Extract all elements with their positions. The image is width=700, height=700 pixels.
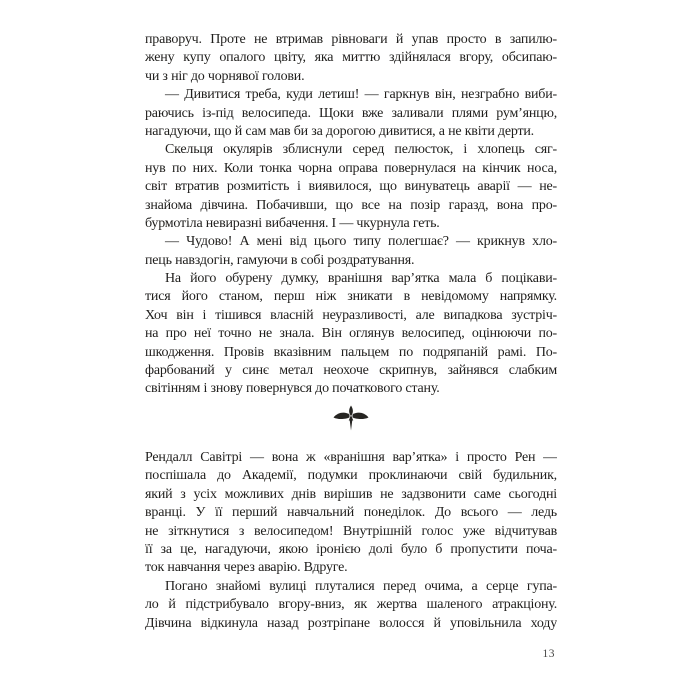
text-line: — Чудово! А мені від цього типу полегшає? — крикнув хло- [165,234,557,250]
page-number: 13 [542,648,555,660]
text-line: фарбований у синє метал неохоче скрипнув, зайнявся слабким [145,363,557,379]
text-line: світ втратив розмитість і виявилося, що винуватець аварії — не- [145,179,557,195]
text-line: вранці. У її перший навчальний понеділок. До всього — ледь [145,505,557,521]
text-line: нагадуючи, що й сам мав би за дорогою дивитися, а не квіти дерти. [145,123,534,139]
text-line: поспішала до Академії, подумки проклинаючи свій будильник, [145,468,557,484]
fleuron-ornament [333,405,369,431]
text-line: пець навздогін, гамуючи в собі роздратування. [145,252,415,268]
text-block-bottom [145,449,557,633]
text-line: — Дивитися треба, куди летиш! — гаркнув він, незграбно виби- [165,87,557,103]
text-line: бурмотіла невиразні вибачення. І — чкурнула геть. [145,215,440,231]
text-line: На його обурену думку, вранішня вар’ятка мала б поцікави- [165,271,557,287]
text-line: раючись із-під велосипеда. Щоки вже заливали плями рум’янцю, [145,105,557,121]
text-line: нув по них. Коли тонка чорна оправа повернулася на кінчик носа, [145,160,557,176]
text-line: Рендалл Савітрі — вона ж «вранішня вар’ятка» і просто Рен — [145,450,557,465]
text-line: ток навчання через аварію. Вдруге. [145,560,348,576]
text-line: тися його станом, перш ніж зникати в невідомому напрямку. [145,289,557,305]
text-line: Дівчина відкинула назад розтріпане волосся й уповільнила ходу [145,615,557,631]
text-line: на про неї точно не знала. Він оглянув велосипед, оцінюючи по- [145,326,557,342]
text-block-top [145,31,557,399]
text-line: який з усіх можливих днів вирішив не задзвонити саме сьогодні [145,486,557,502]
section-divider [145,405,557,435]
text-line: світінням і знову повернувся до початкового стану. [145,381,440,397]
text-line: ло й підстрибувало вгору-вниз, як жертва шаленого атракціону. [145,597,557,613]
text-line: знайома дівчина. Побачивши, що все на позір гаразд, вона про- [145,197,557,213]
text-line: Хоч він і тішився власній неуразливості, але випадкова зустріч- [145,307,557,323]
text-line: шкодження. Провів вказівним пальцем по подряпаній рамі. По- [145,344,557,360]
text-line: Скельця окулярів зблиснули серед пелюсток, і хлопець сяг- [165,142,557,158]
text-line: чи з ніг до чорнявої голови. [145,68,305,84]
text-line: її за це, нагадуючи, якою іронією долі було б пропустити поча- [145,541,557,557]
text-line: Погано знайомі вулиці плуталися перед очима, а серце гупа- [165,578,557,594]
text-line: жену купу опалого цвіту, яка миттю здійнялася вгору, обсипаю- [145,50,557,66]
text-line: не зіткнутися з велосипедом! Внутрішній голос уже відчитував [145,523,557,539]
text-line: праворуч. Проте не втримав рівноваги й упав просто в запилю- [145,32,557,47]
